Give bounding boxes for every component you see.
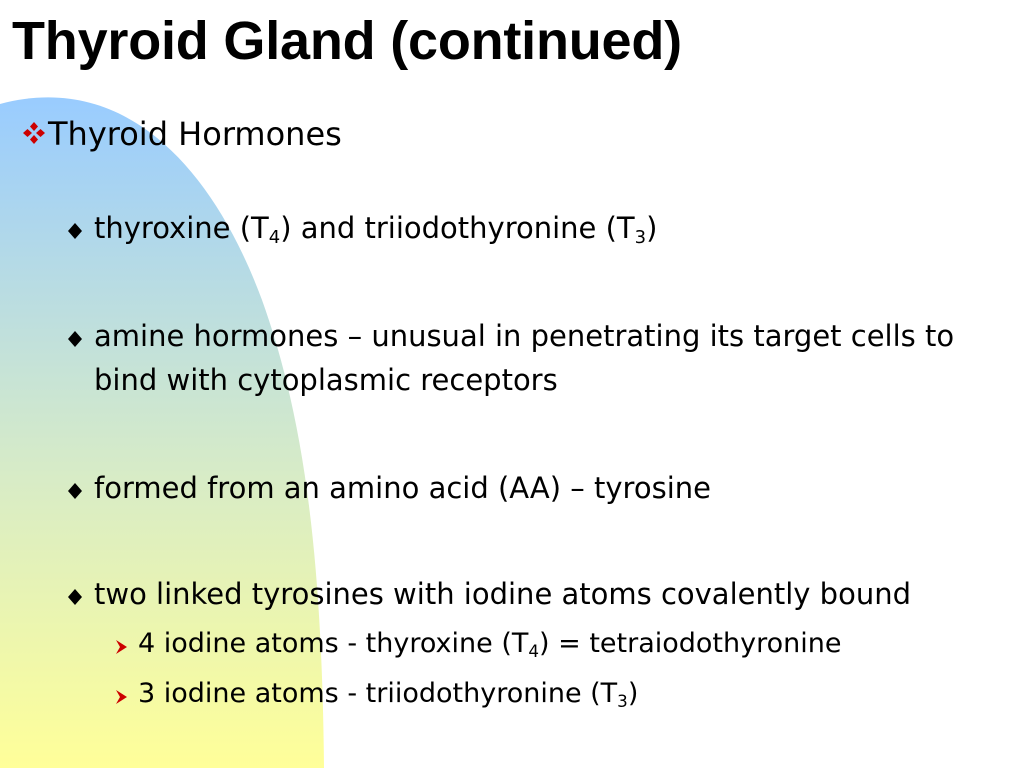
- sub-bullet-item-2: [112, 674, 1012, 714]
- bullet-item-1: [64, 206, 1014, 250]
- sub-bullet-text-1: 4 iodine atoms - thyroxine $(T_4)$ = tetraiodothyronine: [138, 628, 842, 662]
- bullet-text-1: thyroxine $(T_4)$ and triiodothyronine $(T_3)$: [94, 211, 658, 249]
- bullet-text-3: formed from an amino acid (AA) – tyrosine: [94, 471, 711, 505]
- bullet-item-4: [64, 572, 1014, 616]
- diamond-icon: [64, 586, 86, 608]
- heading-bullet: [22, 112, 342, 156]
- bullet-text-4: two linked tyrosines with iodine atoms covalently bound: [94, 577, 911, 611]
- bullet-text-2: amine hormones – unusual in penetrating its target cells to bind with cytoplasmic receptors: [94, 319, 955, 397]
- sub-bullet-text-2: 3 iodine atoms - triiodothyronine $(T_3)$: [138, 678, 639, 712]
- arrowhead-icon: [112, 637, 132, 657]
- bullet-item-2: [64, 314, 1014, 402]
- diamond-icon: [64, 328, 86, 350]
- sub-bullet-item-1: [112, 624, 1012, 664]
- slide-title: Thyroid Gland (continued): [12, 11, 682, 71]
- arrowhead-icon: [112, 687, 132, 707]
- four-diamond-icon: [22, 121, 46, 145]
- bullet-item-3: [64, 466, 1014, 510]
- heading-text: Thyroid Hormones: [48, 115, 342, 153]
- diamond-icon: [64, 220, 86, 242]
- diamond-icon: [64, 480, 86, 502]
